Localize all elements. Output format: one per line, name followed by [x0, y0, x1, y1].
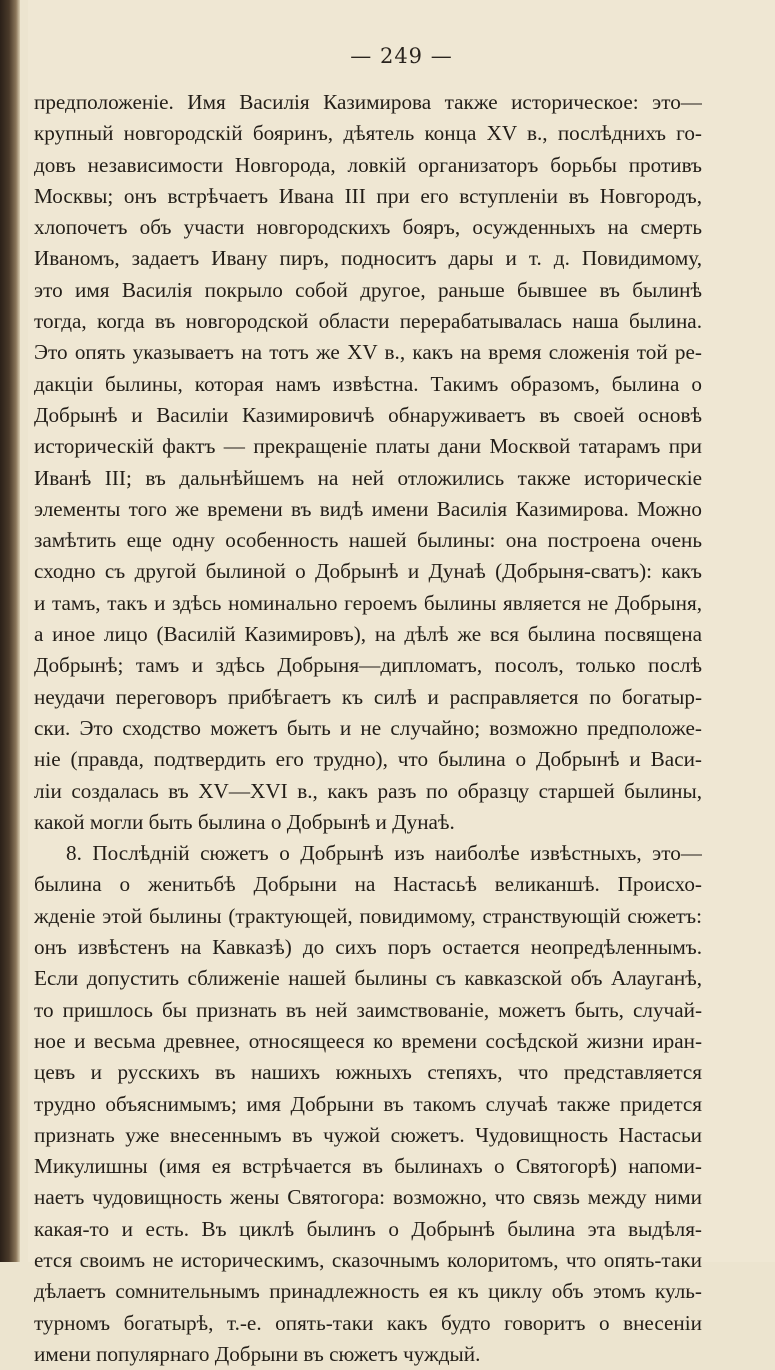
body-text: [34, 87, 702, 1370]
text-line: а иное лицо (Василій Казимировъ), на дѣлѣ же вся былина посвящена: [34, 622, 702, 647]
text-line: это имя Василія покрыло собой другое, раньше бывшее въ былинѣ: [34, 277, 702, 302]
text-line: Микулишны (имя ея встрѣчается въ былинахъ о Святогорѣ) напоми-: [34, 1154, 702, 1179]
text-line: дакціи былины, которая намъ извѣстна. Такимъ образомъ, былина о: [34, 371, 702, 396]
text-line: Если допустить сближеніе нашей былины съ кавказской объ Алауганѣ,: [34, 966, 702, 991]
text-line: замѣтить еще одну особенность нашей былины: она построена очень: [34, 528, 702, 553]
text-line: трудно объяснимымъ; имя Добрыни въ такомъ случаѣ также придется: [34, 1091, 702, 1116]
text-line: предположеніе. Имя Василія Казимирова также историческое: это—: [34, 90, 702, 114]
text-line: Добрынѣ; тамъ и здѣсь Добрыня—дипломатъ, посолъ, только послѣ: [34, 653, 702, 678]
text-line: жденіе этой былины (трактующей, повидимому, странствующій сюжетъ:: [34, 903, 702, 928]
text-line: историческій фактъ — прекращеніе платы дани Москвой татарамъ при: [34, 434, 702, 459]
book-page: [28, 0, 775, 1366]
text-line: Это опять указываетъ на тотъ же XV в., какъ на время сложенія той ре-: [34, 340, 702, 365]
text-line: какой могли быть былина о Добрынѣ и Дунаѣ.: [34, 809, 455, 834]
text-line: то пришлось бы признать въ ней заимствованіе, можетъ быть, случай-: [34, 997, 702, 1022]
text-line: онъ извѣстенъ на Кавказѣ) до сихъ поръ остается неопредѣленнымъ.: [34, 935, 702, 960]
page-number: — 249 —: [350, 44, 453, 68]
text-line: Иванѣ III; въ дальнѣйшемъ на ней отложились также историческіе: [34, 465, 702, 490]
text-line: цевъ и русскихъ въ нашихъ южныхъ степяхъ, что представляется: [34, 1060, 702, 1085]
text-line: неудачи переговоръ прибѣгаетъ къ силѣ и расправляется по богатыр-: [34, 684, 702, 709]
text-line: былина о женитьбѣ Добрыни на Настасьѣ великаншѣ. Происхо-: [34, 872, 702, 897]
text-line: довъ независимости Новгорода, ловкій организаторъ борьбы противъ: [34, 152, 702, 177]
text-line: имени популярнаго Добрыни въ сюжетъ чуждый.: [34, 1341, 481, 1366]
text-line: ется своимъ не историческимъ, сказочнымъ колоритомъ, что опять-таки: [34, 1247, 702, 1272]
text-line: Иваномъ, задаетъ Ивану пиръ, подноситъ дары и т. д. Повидимому,: [34, 246, 702, 271]
text-line: дѣлаетъ сомнительнымъ принадлежность ея къ циклу объ этомъ куль-: [34, 1279, 702, 1304]
text-line: Добрынѣ и Василіи Казимировичѣ обнаруживаетъ въ своей основѣ: [34, 402, 702, 427]
text-line: ски. Это сходство можетъ быть и не случайно; возможно предположе-: [34, 715, 702, 740]
text-line: ніе (правда, подтвердить его трудно), что былина о Добрынѣ и Васи-: [34, 747, 702, 772]
text-line: крупный новгородскій бояринъ, дѣятель конца XV в., послѣднихъ го-: [34, 121, 702, 146]
text-line: признать уже внесеннымъ въ чужой сюжетъ. Чудовищность Настасьи: [34, 1122, 702, 1147]
text-line: хлопочетъ объ участи новгородскихъ бояръ, осужденныхъ на смерть: [34, 215, 702, 240]
text-line: элементы того же времени въ видѣ имени Василія Казимирова. Можно: [34, 496, 702, 521]
text-line: и тамъ, такъ и здѣсь номинально героемъ былины является не Добрыня,: [34, 590, 702, 615]
text-line: турномъ богатырѣ, т.-е. опять-таки какъ будто говоритъ о внесеніи: [34, 1310, 702, 1335]
text-line: какая-то и есть. Въ циклѣ былинъ о Добрынѣ былина эта выдѣля-: [34, 1216, 702, 1241]
text-line: наетъ чудовищность жены Святогора: возможно, что связь между ними: [34, 1185, 702, 1210]
text-line: Москвы; онъ встрѣчаетъ Ивана III при его вступленіи въ Новгородъ,: [34, 183, 702, 208]
text-line: ліи создалась въ XV—XVI в., какъ разъ по образцу старшей былины,: [34, 778, 702, 803]
text-line: тогда, когда въ новгородской области перерабатывалась наша былина.: [34, 309, 702, 334]
text-line: 8. Послѣдній сюжетъ о Добрынѣ изъ наиболѣе извѣстныхъ, это—: [66, 841, 702, 866]
text-line: ное и весьма древнее, относящееся ко времени сосѣдской жизни иран-: [34, 1028, 702, 1053]
book-spine-shadow: [0, 0, 20, 1262]
text-line: сходно съ другой былиной о Добрынѣ и Дунаѣ (Добрыня-сватъ): какъ: [34, 559, 702, 584]
